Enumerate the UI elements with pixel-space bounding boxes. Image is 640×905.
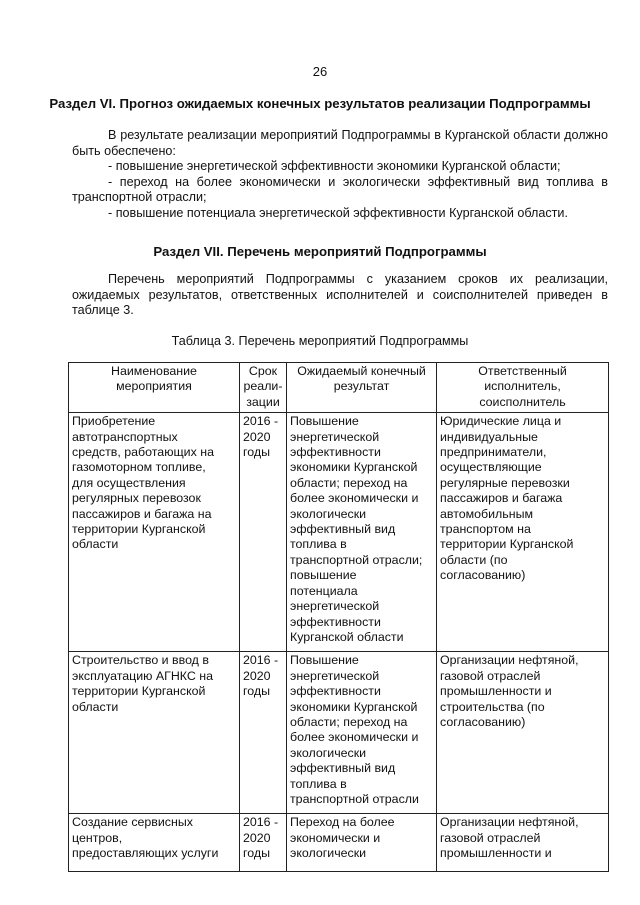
header-term: Срок реали- зации — [240, 363, 287, 413]
table-header-row — [69, 363, 609, 413]
header-executor: Ответственный исполнитель, соисполнитель — [437, 363, 609, 413]
result-item-3: - повышение потенциала энергетической эффективности Курганской области. — [108, 205, 568, 220]
header-result: Ожидаемый конечный результат — [287, 363, 437, 413]
section-6-body — [72, 128, 608, 221]
result-item-2: - переход на более экономически и экологически эффективный вид топлива в транспортной отрасли; — [72, 174, 608, 204]
cell-term: 2016 - 2020 годы — [240, 814, 287, 872]
measures-table — [68, 362, 609, 872]
result-item-1: - повышение энергетической эффективности экономики Курганской области; — [108, 159, 561, 173]
cell-executor: Организации нефтяной, газовой отраслей промышленности и строительства (по согласованию) — [437, 652, 609, 814]
cell-name: Строительство и ввод в эксплуатацию АГНКС на территории Курганской области — [69, 652, 240, 814]
section-7-heading: Раздел VII. Перечень мероприятий Подпрограммы — [153, 244, 487, 259]
cell-name: Приобретение автотранспортных средств, работающих на газомоторном топливе, для осуществления регулярных перевозок пассажиров и багажа на территории Курганской области — [69, 413, 240, 652]
cell-result: Переход на более экономически и экологически — [287, 814, 437, 872]
table-row — [69, 814, 609, 872]
header-name: Наименование мероприятия — [69, 363, 240, 413]
cell-result: Повышение энергетической эффективности экономики Курганской области; переход на более экономически и экологически эффективный вид топлива в транспортной отрасли — [287, 652, 437, 814]
table-row — [69, 413, 609, 652]
table-row — [69, 652, 609, 814]
table-caption: Таблица 3. Перечень мероприятий Подпрограммы — [171, 334, 469, 348]
page-number: 26 — [312, 64, 328, 79]
cell-result: Повышение энергетической эффективности экономики Курганской области; переход на более экономически и экологически эффективный вид топлива в транспортной отрасли; повышение потенциала энергетической эффективности Курганской области — [287, 413, 437, 652]
section-6-heading: Раздел VI. Прогноз ожидаемых конечных результатов реализации Подпрограммы — [49, 96, 591, 111]
cell-name: Создание сервисных центров, предоставляющих услуги — [69, 814, 240, 872]
cell-term: 2016 - 2020 годы — [240, 652, 287, 814]
section-6-intro: В результате реализации мероприятий Подпрограммы в Курганской области должно быть обеспечено: — [72, 128, 608, 158]
cell-term: 2016 - 2020 годы — [240, 413, 287, 652]
cell-executor: Организации нефтяной, газовой отраслей промышленности и — [437, 814, 609, 872]
section-7-body — [72, 272, 608, 319]
cell-executor: Юридические лица и индивидуальные предприниматели, осуществляющие регулярные перевозки пассажиров и багажа автомобильным транспортом на территории Курганской области (по согласованию) — [437, 413, 609, 652]
section-7-paragraph: Перечень мероприятий Подпрограммы с указанием сроков их реализации, ожидаемых результатов, ответственных исполнителей и соисполнителей приведен в таблице 3. — [72, 272, 608, 317]
